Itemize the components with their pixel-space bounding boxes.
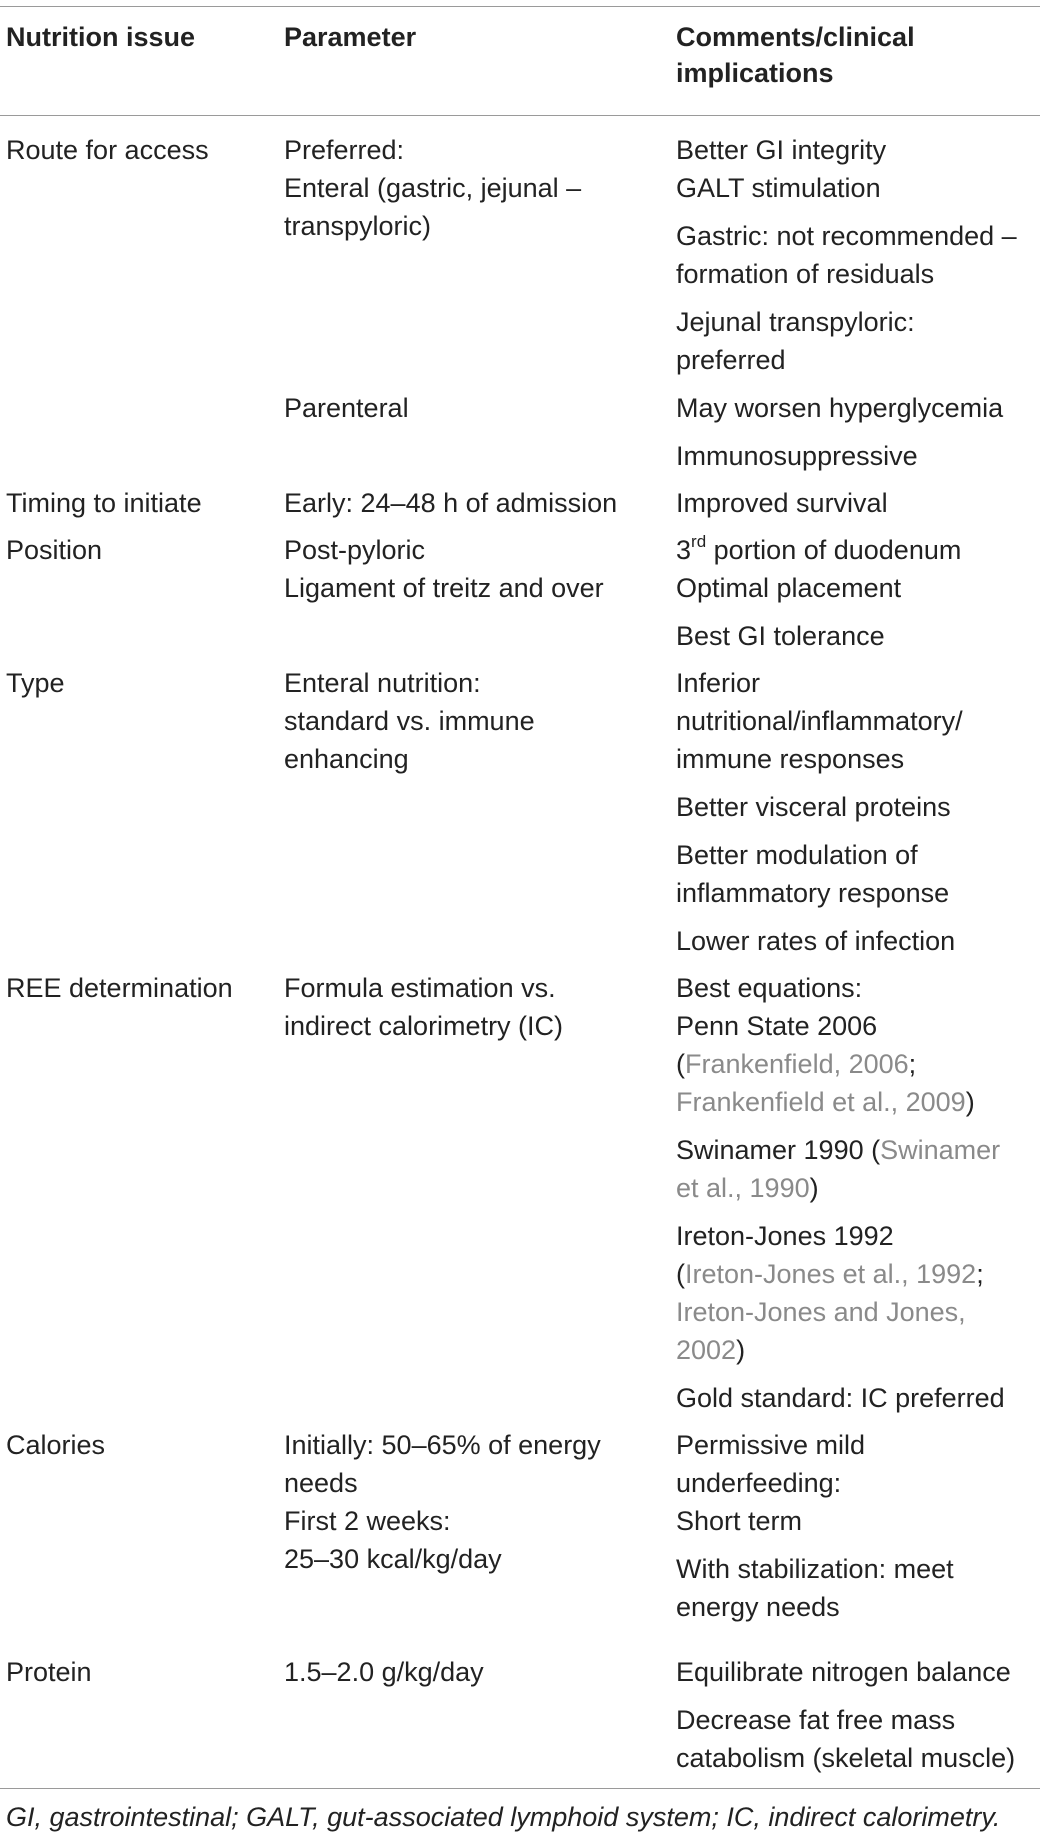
issue-type: Type [6, 668, 65, 698]
table-bottom-rule [0, 1788, 1040, 1789]
citation-swinamer-1990-part1[interactable]: Swinamer [880, 1135, 1001, 1165]
citation-separator: ; [908, 1049, 917, 1079]
type-param-line2: standard vs. immune [284, 706, 535, 736]
route-param-parenteral: Parenteral [284, 393, 409, 423]
route-comment-jejunal-line2: preferred [676, 345, 786, 375]
header-bottom-rule [0, 115, 1040, 116]
position-comment-placement: Optimal placement [676, 573, 902, 603]
table-top-rule [0, 6, 1040, 7]
calories-comment-stabilization-line2: energy needs [676, 1592, 840, 1622]
ree-comment-swinamer-line2 [676, 1168, 819, 1208]
swinamer-text: Swinamer 1990 ( [676, 1135, 881, 1165]
calories-comment-permissive-line3: Short term [676, 1506, 803, 1536]
calories-param-line4: 25–30 kcal/kg/day [284, 1544, 502, 1574]
paren-close: ) [736, 1335, 746, 1365]
ree-comment-ireton-refs-line2 [676, 1292, 966, 1332]
issue-timing: Timing to initiate [6, 488, 202, 518]
citation-frankenfield-2009[interactable]: Frankenfield et al., 2009 [676, 1087, 966, 1117]
paren-close: ) [965, 1087, 975, 1117]
issue-ree: REE determination [6, 973, 233, 1003]
type-comment-inferior-line3: immune responses [676, 744, 905, 774]
paren-open: ( [676, 1259, 685, 1289]
ree-comment-ireton-jones: Ireton-Jones 1992 [676, 1221, 894, 1251]
header-comments-line2: implications [676, 58, 834, 88]
ordinal-number: 3 [676, 535, 692, 565]
type-param-line1: Enteral nutrition: [284, 668, 481, 698]
protein-param: 1.5–2.0 g/kg/day [284, 1657, 484, 1687]
ree-comment-ireton-refs-line1 [676, 1254, 984, 1294]
route-param-enteral-line1: Enteral (gastric, jejunal – [284, 173, 582, 203]
paren-close: ) [809, 1173, 819, 1203]
type-param-line3: enhancing [284, 744, 409, 774]
issue-calories: Calories [6, 1430, 106, 1460]
citation-separator: ; [976, 1259, 984, 1289]
route-param-enteral-line2: transpyloric) [284, 211, 432, 241]
issue-route: Route for access [6, 135, 209, 165]
ordinal-suffix: rd [691, 532, 707, 551]
header-comments-line1: Comments/clinical [676, 22, 915, 52]
citation-ireton-jones-1992[interactable]: Ireton-Jones et al., 1992 [685, 1259, 977, 1289]
position-param-line2: Ligament of treitz and over [284, 573, 604, 603]
header-parameter: Parameter [284, 22, 417, 52]
issue-protein: Protein [6, 1657, 92, 1687]
ree-param-line1: Formula estimation vs. [284, 973, 556, 1003]
table-footnote: GI, gastrointestinal; GALT, gut-associated lymphoid system; IC, indirect calorimetry. [6, 1802, 1001, 1832]
type-comment-inferior-line2: nutritional/inflammatory/ [676, 706, 963, 736]
route-comment-gi-integrity: Better GI integrity [676, 135, 887, 165]
issue-position: Position [6, 535, 103, 565]
calories-param-line3: First 2 weeks: [284, 1506, 451, 1536]
type-comment-visceral: Better visceral proteins [676, 792, 951, 822]
type-comment-infection: Lower rates of infection [676, 926, 956, 956]
duodenum-text: portion of duodenum [706, 535, 962, 565]
calories-comment-permissive-line1: Permissive mild [676, 1430, 866, 1460]
calories-param-line1: Initially: 50–65% of energy [284, 1430, 601, 1460]
timing-comment: Improved survival [676, 488, 888, 518]
calories-param-line2: needs [284, 1468, 358, 1498]
header-nutrition-issue: Nutrition issue [6, 22, 196, 52]
type-comment-modulation-line2: inflammatory response [676, 878, 950, 908]
calories-comment-stabilization-line1: With stabilization: meet [676, 1554, 954, 1584]
paren-open: ( [676, 1049, 685, 1079]
timing-param: Early: 24–48 h of admission [284, 488, 618, 518]
ree-comment-penn-state: Penn State 2006 [676, 1011, 878, 1041]
citation-ireton-jones-2002-part1[interactable]: Ireton-Jones and Jones, [676, 1297, 966, 1327]
ree-comment-penn-refs-line1 [676, 1044, 916, 1084]
ree-comment-ireton-refs-line3 [676, 1330, 745, 1370]
type-comment-inferior-line1: Inferior [676, 668, 761, 698]
route-comment-hyperglycemia: May worsen hyperglycemia [676, 393, 1004, 423]
ree-comment-gold-standard: Gold standard: IC preferred [676, 1383, 1005, 1413]
position-param-line1: Post-pyloric [284, 535, 426, 565]
route-comment-jejunal-line1: Jejunal transpyloric: [676, 307, 915, 337]
route-param-preferred: Preferred: [284, 135, 405, 165]
ree-comment-swinamer-line1 [676, 1130, 1000, 1170]
ree-comment-best-equations: Best equations: [676, 973, 863, 1003]
protein-comment-fat-free-line2: catabolism (skeletal muscle) [676, 1743, 1016, 1773]
route-comment-gastric-line1: Gastric: not recommended – [676, 221, 1017, 251]
protein-comment-fat-free-line1: Decrease fat free mass [676, 1705, 956, 1735]
route-comment-gastric-line2: formation of residuals [676, 259, 935, 289]
protein-comment-nitrogen: Equilibrate nitrogen balance [676, 1657, 1011, 1687]
type-comment-modulation-line1: Better modulation of [676, 840, 918, 870]
route-comment-immunosuppressive: Immunosuppressive [676, 441, 918, 471]
citation-frankenfield-2006[interactable]: Frankenfield, 2006 [685, 1049, 909, 1079]
ree-comment-penn-refs-line2 [676, 1082, 975, 1122]
citation-swinamer-1990-part2[interactable]: et al., 1990 [676, 1173, 810, 1203]
position-comment-tolerance: Best GI tolerance [676, 621, 885, 651]
ree-param-line2: indirect calorimetry (IC) [284, 1011, 564, 1041]
position-comment-duodenum [676, 530, 961, 570]
citation-ireton-jones-2002-part2[interactable]: 2002 [676, 1335, 737, 1365]
calories-comment-permissive-line2: underfeeding: [676, 1468, 842, 1498]
route-comment-galt: GALT stimulation [676, 173, 881, 203]
